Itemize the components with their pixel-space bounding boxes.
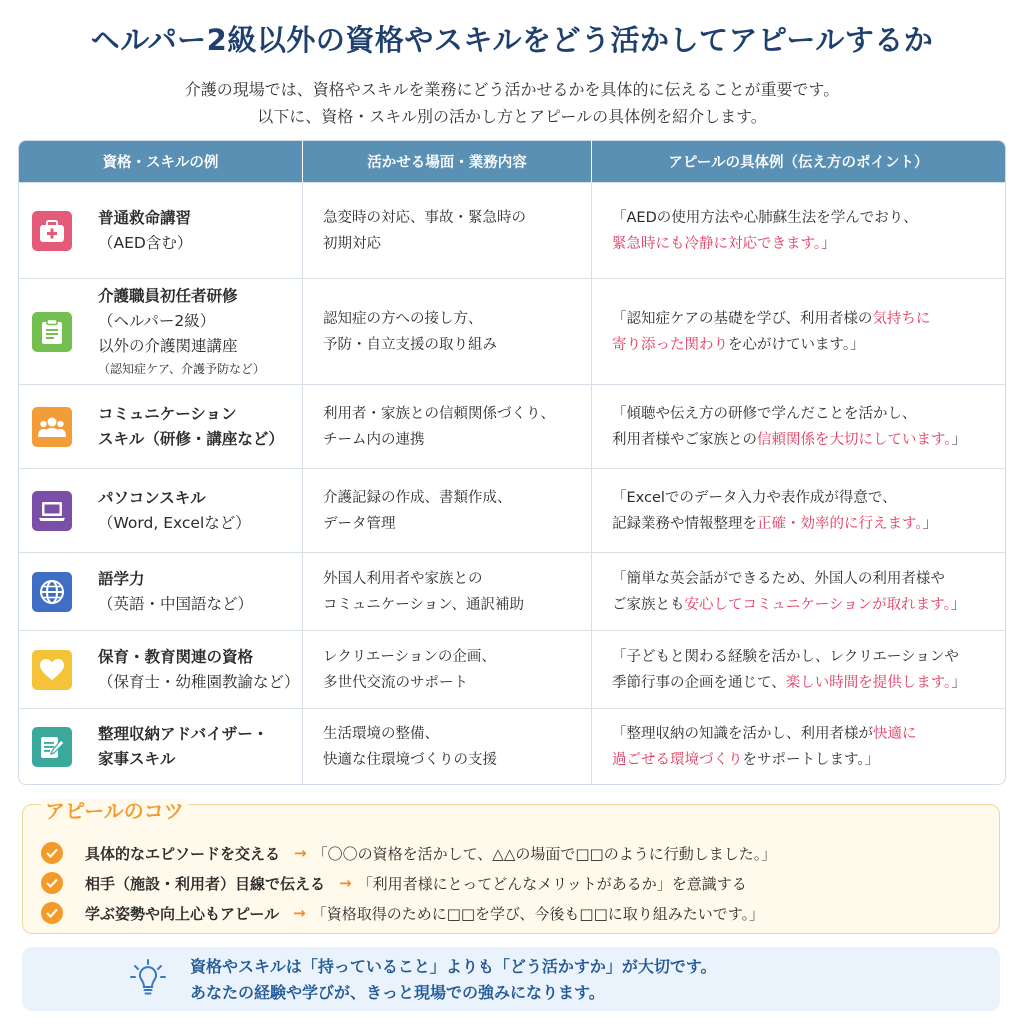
skill-cell — [19, 469, 302, 552]
scene-cell — [302, 279, 591, 384]
scene-line: 多世代交流のサポート — [323, 674, 468, 691]
first-aid-kit-icon — [32, 211, 72, 251]
tip-text: 「資格取得のために□□を学び、今後も□□に取り組みたいです。」 — [311, 904, 765, 923]
appeal-line — [612, 306, 930, 332]
tip-item — [41, 871, 747, 895]
appeal-highlight: 快適に — [873, 725, 917, 742]
tip-text: 「利用者様にとってどんなメリットがあるか」を意識する — [357, 874, 747, 893]
table-row — [19, 552, 1005, 630]
skill-cell — [19, 631, 302, 708]
skill-cell — [19, 385, 302, 468]
skill-title: パソコンスキル — [98, 488, 206, 507]
appeal-highlight: 過ごせる環境づくり — [612, 751, 743, 768]
heart-icon — [32, 650, 72, 690]
tip-heading: 学ぶ姿勢や向上心もアピール — [85, 904, 280, 923]
skill-title: 整理収納アドバイザー・ — [98, 724, 269, 743]
appeal-text: 」 — [951, 674, 966, 691]
appeal-text: 「認知症ケアの基礎を学び、利用者様の — [612, 310, 873, 327]
tip-item — [41, 841, 776, 865]
skill-note: （認知症ケア、介護予防など） — [98, 362, 266, 376]
scene-line: 急変時の対応、事故・緊急時の — [323, 209, 526, 226]
skill-title: コミュニケーション — [98, 404, 237, 423]
appeal-cell — [591, 469, 1005, 552]
appeal-line — [612, 332, 930, 358]
globe-icon — [32, 572, 72, 612]
scene-line: 生活環境の整備、 — [323, 725, 439, 742]
scene-cell — [302, 469, 591, 552]
tip-text: 「〇〇の資格を活かして、△△の場面で□□のように行動しました。」 — [312, 844, 777, 863]
skill-sub: （Word, Excelなど） — [98, 513, 251, 532]
table-row — [19, 384, 1005, 468]
arrow-icon: → — [293, 904, 306, 922]
skill-name — [98, 206, 192, 256]
header-appeal: アピールの具体例（伝え方のポイント） — [591, 141, 1005, 182]
appeal-cell — [591, 279, 1005, 384]
appeal-text: 」 — [950, 596, 966, 613]
scene-line: 介護記録の作成、書類作成、 — [323, 489, 512, 506]
scene-line: コミュニケーション、通訳補助 — [323, 596, 524, 613]
appeal-line — [612, 747, 917, 773]
scene-line: 認知症の方への接し方、 — [323, 310, 483, 327]
skill-title: 介護職員初任者研修 — [98, 287, 238, 305]
arrow-icon: → — [339, 874, 352, 892]
skill-title: 普通救命講習 — [98, 208, 192, 227]
skill-name — [98, 722, 268, 772]
scene-cell — [302, 709, 591, 784]
scene-cell — [302, 183, 591, 278]
skill-cell — [19, 279, 302, 384]
appeal-highlight: 信頼関係を大切にしています。 — [757, 431, 952, 448]
summary-note — [22, 947, 1000, 1011]
table-row — [19, 468, 1005, 552]
appeal-cell — [591, 385, 1005, 468]
scene-cell — [302, 385, 591, 468]
skill-sub: 以外の介護関連講座 — [98, 337, 238, 355]
skill-title: 保育・教育関連の資格 — [98, 647, 254, 666]
appeal-highlight: 楽しい時間を提供します。 — [785, 674, 952, 691]
skill-title: 家事スキル — [98, 749, 176, 768]
intro-line-2: 以下に、資格・スキル別の活かし方とアピールの具体例を紹介します。 — [257, 107, 767, 126]
arrow-icon: → — [294, 844, 307, 862]
header-scene: 活かせる場面・業務内容 — [302, 141, 591, 182]
table-row — [19, 278, 1005, 384]
table-row — [19, 708, 1005, 784]
intro-line-1: 介護の現場では、資格やスキルを業務にどう活かせるかを具体的に伝えることが重要です。 — [184, 80, 840, 99]
appeal-highlight: 寄り添った関わり — [612, 336, 728, 353]
appeal-line: 「Excelでのデータ入力や表作成が得意で、 — [612, 489, 897, 506]
appeal-line — [612, 670, 966, 696]
appeal-line — [612, 427, 966, 453]
skill-cell — [19, 553, 302, 630]
note-text — [190, 954, 717, 1006]
tips-box — [22, 799, 1000, 934]
check-icon — [41, 902, 63, 924]
appeal-line — [612, 721, 917, 747]
intro-text — [0, 76, 1024, 130]
appeal-highlight: 気持ちに — [872, 310, 931, 327]
appeal-text: ご家族とも — [612, 596, 685, 613]
note-line: あなたの経験や学びが、きっと現場での強みになります。 — [190, 983, 605, 1002]
skill-name — [98, 645, 300, 695]
people-icon — [32, 407, 72, 447]
note-line: 資格やスキルは「持っていること」よりも「どう活かすか」が大切です。 — [190, 957, 717, 976]
appeal-text: 「整理収納の知識を活かし、利用者様が — [612, 725, 873, 742]
appeal-cell — [591, 553, 1005, 630]
table-header — [19, 141, 1005, 182]
tip-item — [41, 901, 764, 925]
appeal-text: 」 — [821, 235, 836, 252]
scene-line: 初期対応 — [323, 235, 381, 252]
skill-sub: （保育士・幼稚園教諭など） — [98, 672, 300, 691]
appeal-highlight: 緊急時にも冷静に対応できます。 — [612, 235, 822, 252]
tip-heading: 相手（施設・利用者）目線で伝える — [85, 874, 326, 893]
header-skill: 資格・スキルの例 — [102, 155, 219, 171]
laptop-icon — [32, 491, 72, 531]
table-row — [19, 630, 1005, 708]
appeal-text: 」 — [922, 515, 938, 532]
skill-sub: （ヘルパー2級） — [98, 312, 216, 330]
lightbulb-icon — [130, 959, 166, 1003]
clipboard-icon — [32, 312, 72, 352]
skills-table — [18, 140, 1006, 785]
skill-title: 語学力 — [98, 569, 145, 588]
tips-title: アピールのコツ — [41, 799, 188, 823]
scene-cell — [302, 631, 591, 708]
tip-heading: 具体的なエピソードを交える — [85, 844, 281, 863]
scene-line: データ管理 — [323, 515, 396, 532]
appeal-cell — [591, 631, 1005, 708]
appeal-line — [612, 592, 965, 618]
scene-line: 快適な住環境づくりの支援 — [323, 751, 497, 768]
appeal-line: 「簡単な英会話ができるため、外国人の利用者様や — [612, 570, 945, 587]
skill-cell — [19, 709, 302, 784]
appeal-text: 記録業務や情報整理を — [612, 515, 757, 532]
appeal-line: 「AEDの使用方法や心肺蘇生法を学んでおり、 — [612, 209, 918, 226]
appeal-text: 」 — [951, 431, 967, 448]
appeal-line — [612, 511, 937, 537]
appeal-text: 利用者様やご家族との — [612, 431, 757, 448]
page-title: ヘルパー2級以外の資格やスキルをどう活かしてアピールするか — [90, 23, 934, 57]
scene-line: 外国人利用者や家族との — [323, 570, 483, 587]
appeal-line: 「傾聴や伝え方の研修で学んだことを活かし、 — [612, 405, 917, 422]
table-row — [19, 182, 1005, 278]
scene-line: 予防・自立支援の取り組み — [323, 336, 497, 353]
appeal-highlight: 正確・効率的に行えます。 — [757, 515, 923, 532]
skill-name — [98, 284, 265, 379]
appeal-text: をサポートします。」 — [742, 751, 880, 768]
scene-line: 利用者・家族との信頼関係づくり、 — [323, 405, 555, 422]
skill-sub: （英語・中国語など） — [98, 594, 254, 613]
appeal-cell — [591, 183, 1005, 278]
appeal-line: 「子どもと関わる経験を活かし、レクリエーションや — [612, 648, 959, 665]
appeal-line — [612, 231, 918, 257]
check-icon — [41, 842, 63, 864]
skill-name — [98, 402, 284, 452]
appeal-text: を心がけています。」 — [728, 336, 865, 353]
skill-sub: スキル（研修・講座など） — [98, 429, 284, 448]
appeal-cell — [591, 709, 1005, 784]
scene-cell — [302, 553, 591, 630]
skill-name — [98, 567, 253, 617]
skill-sub: （AED含む） — [98, 233, 193, 252]
skill-name — [98, 486, 251, 536]
appeal-text: 季節行事の企画を通じて、 — [612, 674, 786, 691]
skill-cell — [19, 183, 302, 278]
check-icon — [41, 872, 63, 894]
appeal-highlight: 安心してコミュニケーションが取れます。 — [684, 596, 951, 613]
scene-line: レクリエーションの企画、 — [323, 648, 496, 665]
notepad-pen-icon — [32, 727, 72, 767]
scene-line: チーム内の連携 — [323, 431, 425, 448]
